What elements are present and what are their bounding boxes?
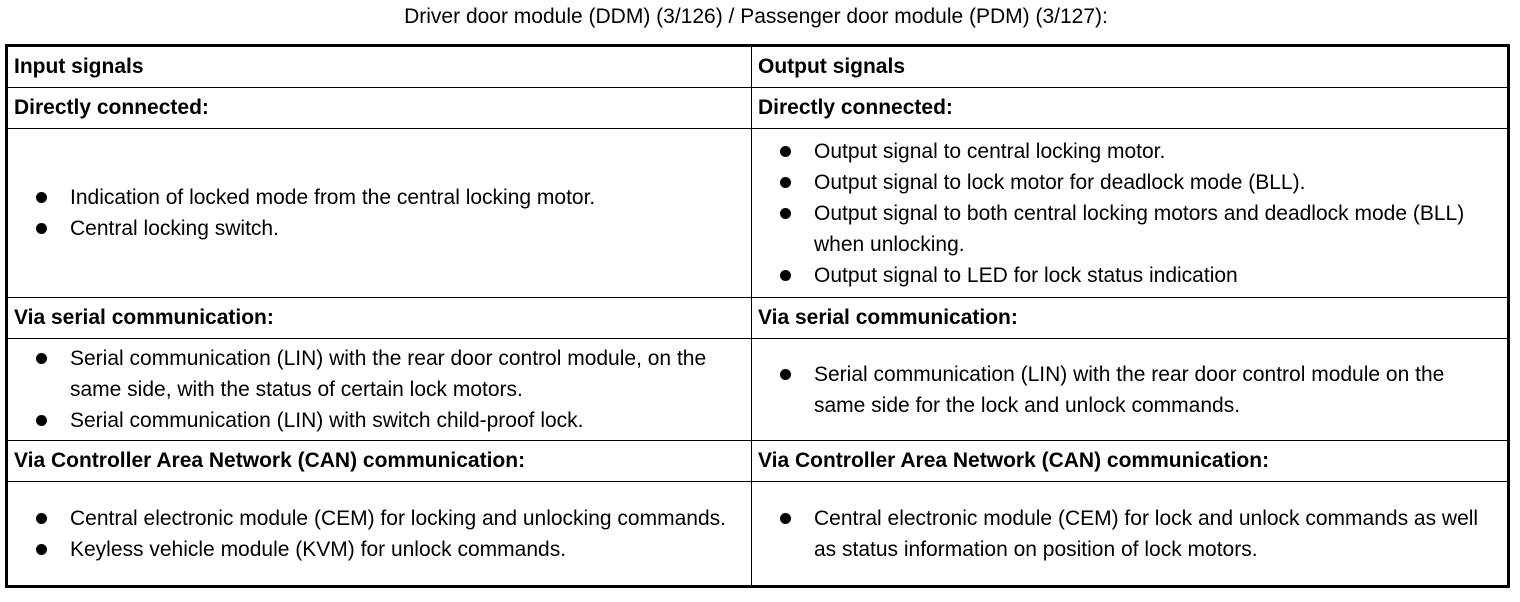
bullet-item: Serial communication (LIN) with switch child-proof lock. <box>34 405 745 436</box>
section-heading-row <box>7 298 1509 339</box>
output-section-heading: Directly connected: <box>752 88 1509 129</box>
input-bullet-list <box>14 503 745 565</box>
input-section-heading: Via serial communication: <box>7 298 752 339</box>
bullet-item: Indication of locked mode from the central locking motor. <box>34 182 745 213</box>
bullet-item: Serial communication (LIN) with the rear door control module on the same side for the lock and unlock commands. <box>778 359 1501 421</box>
bullet-item: Output signal to central locking motor. <box>778 136 1501 167</box>
section-content-row <box>7 482 1509 587</box>
bullet-item: Central electronic module (CEM) for lock and unlock commands as well as status information on position of lock motors. <box>778 503 1501 565</box>
section-heading-row <box>7 88 1509 129</box>
bullet-item: Serial communication (LIN) with the rear door control module, on the same side, with the status of certain lock motors. <box>34 343 745 405</box>
input-items-cell <box>7 129 752 298</box>
table-header-row <box>7 46 1509 88</box>
output-section-heading: Via serial communication: <box>752 298 1509 339</box>
output-bullet-list <box>758 359 1501 421</box>
bullet-item: Output signal to both central locking motors and deadlock mode (BLL) when unlocking. <box>778 198 1501 260</box>
input-signals-header: Input signals <box>7 46 752 88</box>
section-heading-row <box>7 441 1509 482</box>
document-caption: Driver door module (DDM) (3/126) / Passenger door module (PDM) (3/127): <box>404 5 1108 28</box>
output-items-cell <box>752 482 1509 587</box>
bullet-item: Central electronic module (CEM) for locking and unlocking commands. <box>34 503 745 534</box>
output-items-cell <box>752 129 1509 298</box>
bullet-item: Central locking switch. <box>34 213 745 244</box>
section-content-row <box>7 339 1509 441</box>
bullet-item: Output signal to LED for lock status indication <box>778 260 1501 291</box>
bullet-item: Keyless vehicle module (KVM) for unlock commands. <box>34 534 745 565</box>
input-items-cell <box>7 339 752 441</box>
bullet-item: Output signal to lock motor for deadlock mode (BLL). <box>778 167 1501 198</box>
output-bullet-list <box>758 136 1501 291</box>
section-content-row <box>7 129 1509 298</box>
output-bullet-list <box>758 503 1501 565</box>
input-bullet-list <box>14 182 745 244</box>
output-section-heading: Via Controller Area Network (CAN) communication: <box>752 441 1509 482</box>
input-items-cell <box>7 482 752 587</box>
input-bullet-list <box>14 343 745 436</box>
input-section-heading: Via Controller Area Network (CAN) communication: <box>7 441 752 482</box>
output-items-cell <box>752 339 1509 441</box>
signals-table <box>5 44 1510 588</box>
input-section-heading: Directly connected: <box>7 88 752 129</box>
output-signals-header: Output signals <box>752 46 1509 88</box>
